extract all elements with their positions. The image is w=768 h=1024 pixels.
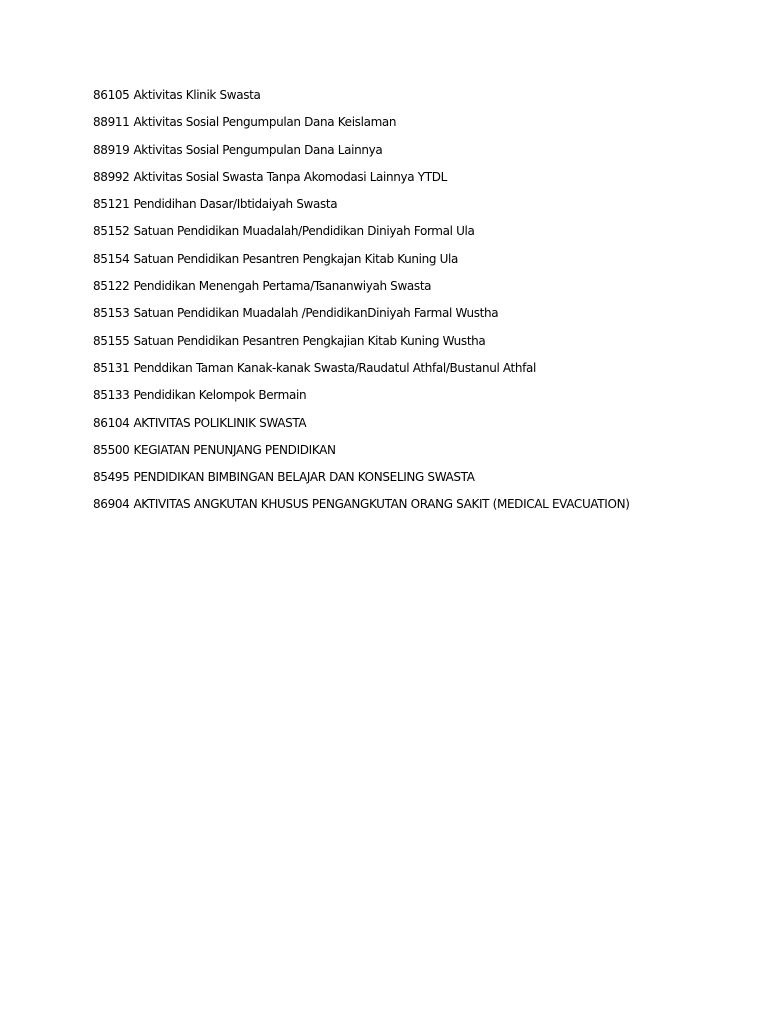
kbli-description: PENDIDIKAN BIMBINGAN BELAJAR DAN KONSELING SWASTA: [133, 470, 475, 485]
kbli-description: Aktivitas Sosial Swasta Tanpa Akomodasi Lainnya YTDL: [133, 169, 447, 184]
list-item: [93, 277, 753, 304]
kbli-description: Aktivitas Sosial Pengumpulan Dana Keislaman: [133, 115, 397, 130]
list-item: [93, 141, 753, 168]
list-item: [93, 113, 753, 140]
kbli-code-list: [93, 86, 753, 523]
kbli-description: KEGIATAN PENUNJANG PENDIDIKAN: [133, 442, 336, 457]
list-item: [93, 359, 753, 386]
kbli-description: Satuan Pendidikan Pesantren Pengkajan Kitab Kuning Ula: [133, 251, 459, 266]
kbli-description: Pendidihan Dasar/Ibtidaiyah Swasta: [133, 197, 338, 212]
kbli-code: 88919: [93, 142, 130, 157]
kbli-code: 85495: [93, 470, 130, 485]
kbli-code: 85152: [93, 224, 130, 239]
kbli-description: AKTIVITAS ANGKUTAN KHUSUS PENGANGKUTAN ORANG SAKIT (MEDICAL EVACUATION): [133, 497, 630, 512]
list-item: [93, 195, 753, 222]
kbli-description: Aktivitas Klinik Swasta: [133, 88, 261, 102]
list-item: [93, 250, 753, 277]
list-item: [93, 304, 753, 331]
kbli-code: 85500: [93, 442, 130, 457]
kbli-description: Satuan Pendidikan Muadalah/Pendidikan Diniyah Formal Ula: [133, 224, 475, 239]
kbli-code: 88911: [93, 115, 130, 130]
kbli-code: 85131: [93, 360, 130, 375]
list-item: [93, 468, 753, 495]
kbli-code: 85153: [93, 306, 130, 321]
kbli-code: 86904: [93, 497, 130, 512]
kbli-code: 88992: [93, 169, 130, 184]
kbli-description: AKTIVITAS POLIKLINIK SWASTA: [133, 415, 307, 430]
kbli-description: Pendidikan Menengah Pertama/Tsananwiyah Swasta: [133, 279, 432, 294]
kbli-description: Pendidikan Kelompok Bermain: [133, 388, 307, 403]
list-item: [93, 441, 753, 468]
kbli-code: 86105: [93, 88, 130, 102]
kbli-code: 86104: [93, 415, 130, 430]
kbli-description: Satuan Pendidikan Pesantren Pengkajian Kitab Kuning Wustha: [133, 333, 486, 348]
list-item: [93, 414, 753, 441]
kbli-code: 85154: [93, 251, 130, 266]
kbli-code: 85133: [93, 388, 130, 403]
list-item: [93, 332, 753, 359]
list-item: [93, 386, 753, 413]
kbli-description: Penddikan Taman Kanak-kanak Swasta/Raudatul Athfal/Bustanul Athfal: [133, 360, 537, 375]
kbli-description: Aktivitas Sosial Pengumpulan Dana Lainnya: [133, 142, 383, 157]
kbli-code: 85122: [93, 279, 130, 294]
list-item: [93, 86, 753, 113]
list-item: [93, 168, 753, 195]
kbli-description: Satuan Pendidikan Muadalah /PendidikanDiniyah Farmal Wustha: [133, 306, 499, 321]
kbli-code: 85155: [93, 333, 130, 348]
list-item: [93, 495, 753, 522]
list-item: [93, 222, 753, 249]
kbli-code: 85121: [93, 197, 130, 212]
